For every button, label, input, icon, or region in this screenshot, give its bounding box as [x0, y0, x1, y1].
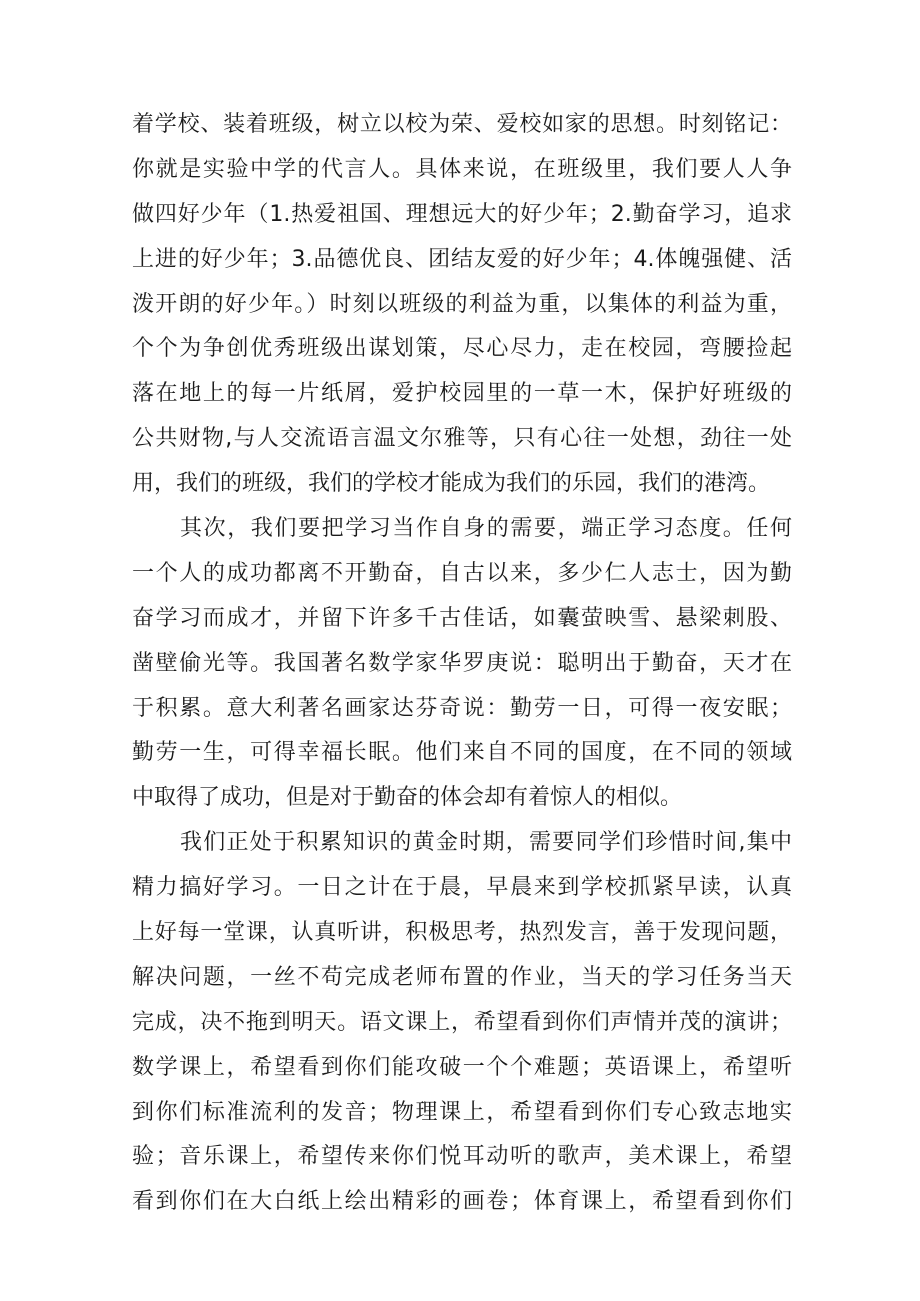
text-line: 验；音乐课上，希望传来你们悦耳动听的歌声，美术课上，希望	[132, 1144, 792, 1170]
text-line: 用，我们的班级，我们的学校才能成为我们的乐园，我们的港湾。	[132, 471, 771, 497]
text-line: 我们正处于积累知识的黄金时期，需要同学们珍惜时间,集中	[180, 830, 792, 856]
text-line: 中取得了成功，但是对于勤奋的体会却有着惊人的相似。	[132, 785, 683, 811]
text-line: 完成，决不拖到明天。语文课上，希望看到你们声情并茂的演讲；	[132, 1009, 792, 1035]
text-line: 泼开朗的好少年。）时刻以班级的利益为重，以集体的利益为重，	[132, 291, 792, 317]
text-line: 你就是实验中学的代言人。具体来说，在班级里，我们要人人争	[132, 156, 792, 182]
text-line: 奋学习而成才，并留下许多千古佳话，如囊萤映雪、悬梁刺股、	[132, 605, 792, 631]
text-line: 精力搞好学习。一日之计在于晨，早晨来到学校抓紧早读，认真	[132, 875, 792, 901]
paragraph-1	[132, 103, 792, 507]
text-line: 做四好少年（1.热爱祖国、理想远大的好少年；2.勤奋学习，追求	[132, 201, 792, 227]
text-line: 勤劳一生，可得幸福长眠。他们来自不同的国度，在不同的领域	[132, 740, 792, 766]
text-line: 着学校、装着班级，树立以校为荣、爱校如家的思想。时刻铭记：	[132, 112, 792, 137]
text-line: 凿壁偷光等。我国著名数学家华罗庚说：聪明出于勤奋，天才在	[132, 650, 792, 676]
text-line: 上进的好少年；3.品德优良、团结友爱的好少年；4.体魄强健、活	[132, 246, 792, 272]
body-text	[132, 103, 792, 1225]
text-line: 落在地上的每一片纸屑，爱护校园里的一草一木，保护好班级的	[132, 381, 792, 407]
text-line: 于积累。意大利著名画家达芬奇说：勤劳一日，可得一夜安眠；	[132, 695, 792, 721]
text-line: 个个为争创优秀班级出谋划策，尽心尽力，走在校园，弯腰捡起	[132, 336, 792, 362]
paragraph-2	[132, 507, 792, 821]
text-line: 到你们标准流利的发音；物理课上，希望看到你们专心致志地实	[132, 1099, 792, 1125]
text-line: 解决问题，一丝不苟完成老师布置的作业，当天的学习任务当天	[132, 964, 792, 990]
text-line: 公共财物,与人交流语言温文尔雅等，只有心往一处想，劲往一处	[132, 426, 792, 452]
text-line: 看到你们在大白纸上绘出精彩的画卷；体育课上，希望看到你们	[132, 1189, 792, 1215]
text-line: 一个人的成功都离不开勤奋，自古以来，多少仁人志士，因为勤	[132, 560, 792, 586]
paragraph-3	[132, 821, 792, 1225]
text-line: 数学课上，希望看到你们能攻破一个个难题；英语课上，希望听	[132, 1054, 792, 1080]
text-line: 上好每一堂课，认真听讲，积极思考，热烈发言，善于发现问题，	[132, 920, 792, 946]
text-line: 其次，我们要把学习当作自身的需要，端正学习态度。任何	[180, 516, 792, 542]
